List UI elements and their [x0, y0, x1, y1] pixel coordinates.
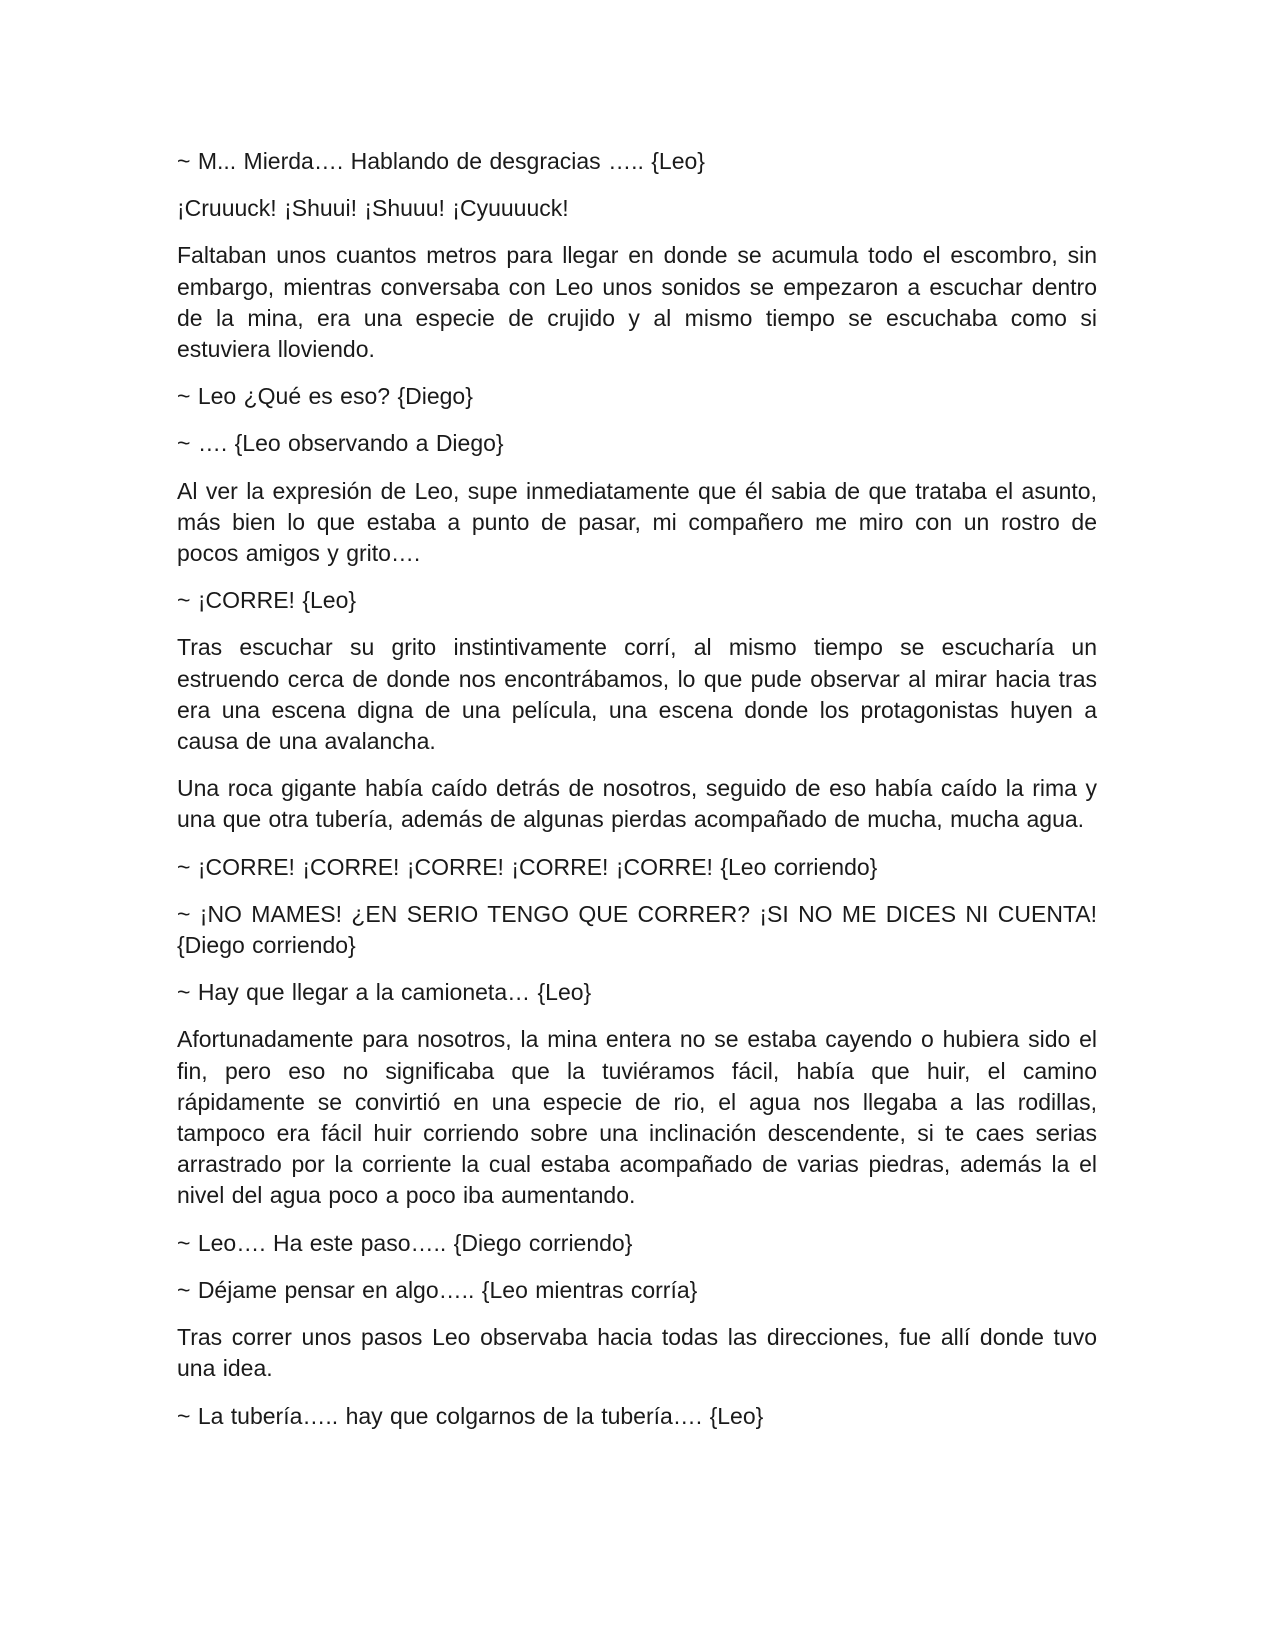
dialogue-line: ~ Leo…. Ha este paso….. {Diego corriendo} [177, 1229, 633, 1256]
sound-effect-line: ¡Cruuuck! ¡Shuui! ¡Shuuu! ¡Cyuuuuck! [177, 195, 569, 222]
narration-paragraph: Al ver la expresión de Leo, supe inmediatamente que él sabia de que trataba el asunto, más bien lo que estaba a punto de pasar, mi compañero me miro con un rostro de pocos amigos y grito…. [177, 477, 1097, 567]
narration-paragraph: Una roca gigante había caído detrás de nosotros, seguido de eso había caído la rima y una que otra tubería, además de algunas pierdas acompañado de mucha, mucha agua. [177, 775, 1097, 833]
narration-paragraph: Tras correr unos pasos Leo observaba hacia todas las direcciones, fue allí donde tuvo una idea. [177, 1324, 1097, 1382]
dialogue-line: ~ La tubería….. hay que colgarnos de la tubería…. {Leo} [177, 1402, 764, 1429]
dialogue-line: ~ ¡NO MAMES! ¿EN SERIO TENGO QUE CORRER? ¡SI NO ME DICES NI CUENTA! {Diego corriendo} [177, 900, 1097, 959]
narration-paragraph: Tras escuchar su grito instintivamente corrí, al mismo tiempo se escucharía un estruendo cerca de donde nos encontrábamos, lo que pude observar al mirar hacia tras era una escena digna de una película, una escena donde los protagonistas huyen a causa de una avalancha. [177, 634, 1097, 755]
narration-paragraph: Afortunadamente para nosotros, la mina entera no se estaba cayendo o hubiera sido el fin, pero eso no significaba que la tuviéramos fácil, había que huir, el camino rápidamente se convirtió en una especie de rio, el agua nos llegaba a las rodillas, tampoco era fácil huir corriendo sobre una inclinación descendente, si te caes serias arrastrado por la corriente la cual estaba acompañado de varias piedras, además la el nivel del agua poco a poco iba aumentando. [177, 1026, 1097, 1209]
dialogue-line: ~ Déjame pensar en algo….. {Leo mientras corría} [177, 1276, 698, 1303]
document-body [177, 146, 1097, 1448]
dialogue-line: ~ M... Mierda…. Hablando de desgracias ….. {Leo} [177, 148, 705, 174]
dialogue-line: ~ ¡CORRE! ¡CORRE! ¡CORRE! ¡CORRE! ¡CORRE! {Leo corriendo} [177, 853, 878, 880]
dialogue-line: ~ Leo ¿Qué es eso? {Diego} [177, 383, 473, 410]
dialogue-line: ~ Hay que llegar a la camioneta… {Leo} [177, 979, 592, 1006]
narration-paragraph: Faltaban unos cuantos metros para llegar en donde se acumula todo el escombro, sin embargo, mientras conversaba con Leo unos sonidos se empezaron a escuchar dentro de la mina, era una especie de crujido y al mismo tiempo se escuchaba como si estuviera lloviendo. [177, 242, 1097, 363]
dialogue-line: ~ ¡CORRE! {Leo} [177, 587, 357, 614]
dialogue-line: ~ …. {Leo observando a Diego} [177, 430, 504, 457]
